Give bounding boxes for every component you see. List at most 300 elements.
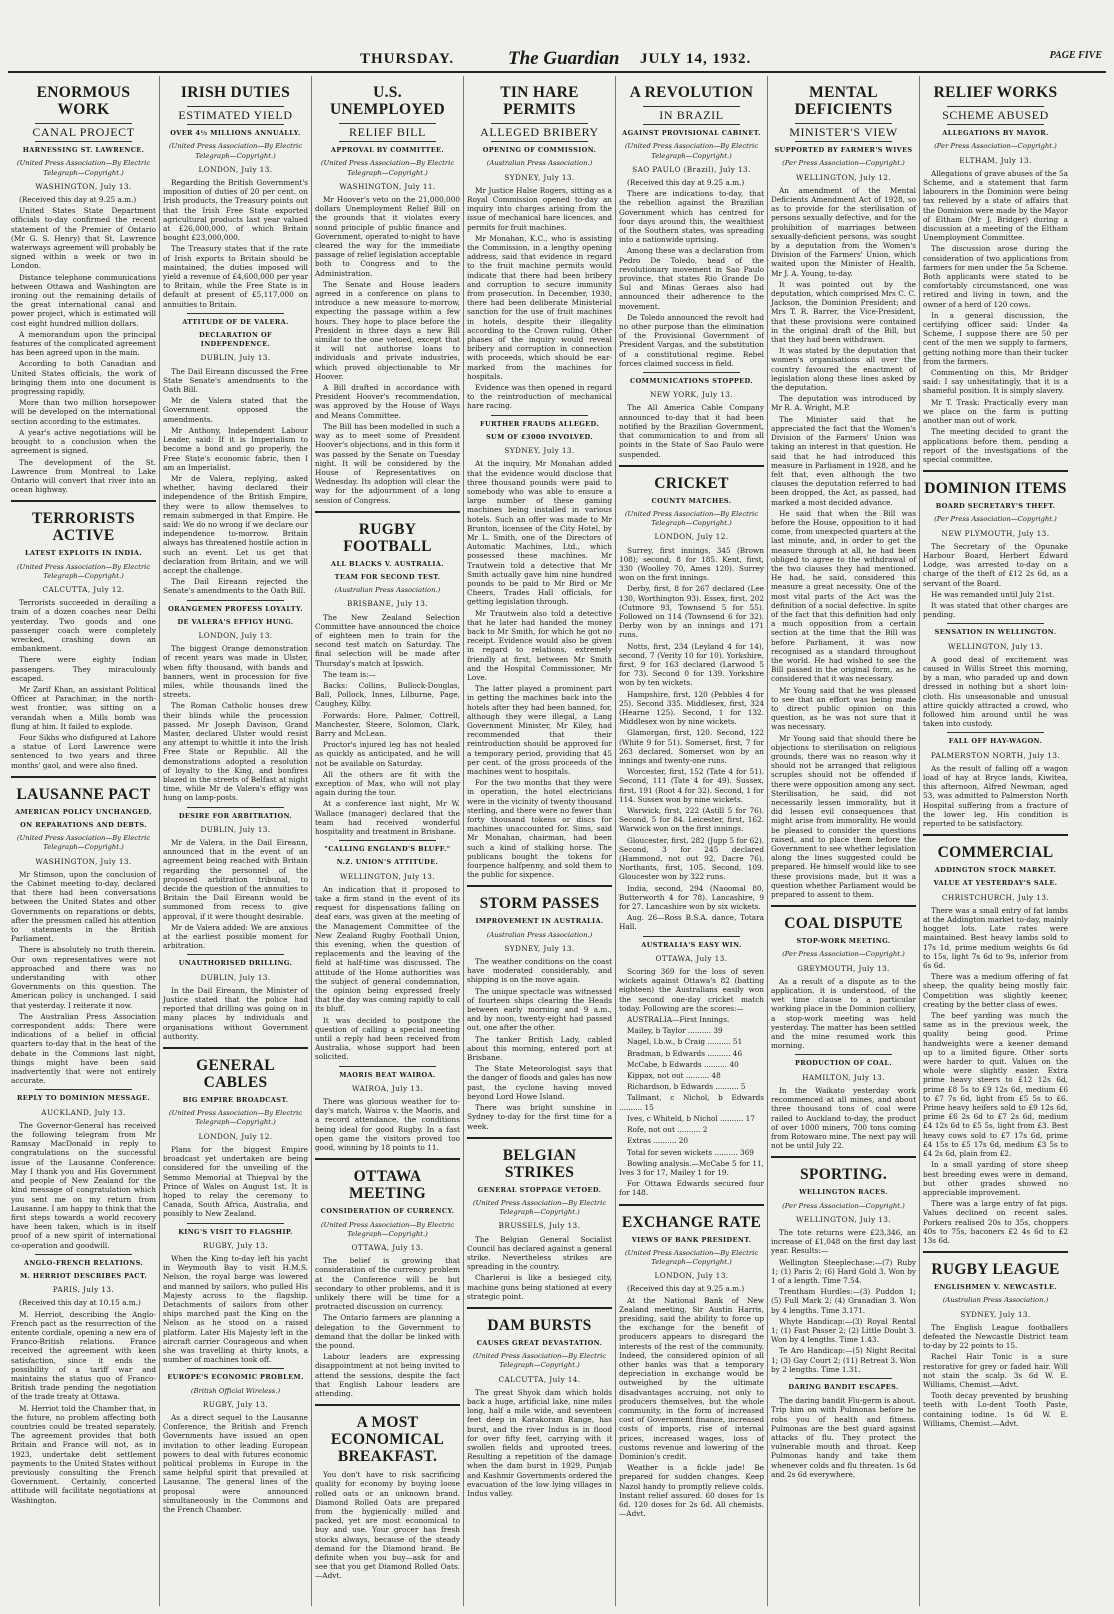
article-paragraph: Mr de Valera added: We are anxious at the earliest possible moment for arbitration.: [163, 922, 308, 951]
divider-rule: [947, 106, 1044, 107]
article-subline: M. HERRIOT DESCRIBES PACT.: [19, 1271, 148, 1280]
article-subline: PRODUCTION OF COAL.: [794, 1059, 893, 1068]
article-paragraph: The Treasury states that if the rate of Irish exports to Britain should be maintained, the duties imposed will yield a revenue of £4,600,000 per year to Britain, while the Free State is in default at present of £5,117,000 on annuities to Britain.: [163, 244, 308, 309]
article-paragraph: A year's active negotiations will be brought to a conclusion when the agreement is signed.: [11, 427, 156, 456]
article-paragraph: Mailey, b Taylor .......... 39: [627, 1026, 723, 1036]
article-subline: SUPPORTED BY FARMER'S WIVES: [774, 146, 913, 155]
article-paragraph: Mr Young said that he was pleased to see that an effort was being made to direct public opinion on this question, as he was not sure that it was necessary.: [771, 685, 916, 732]
article-dateline: GREYMOUTH, July 13.: [797, 963, 890, 973]
article-paragraph: There was a medium offering of fat sheep, the quality being mostly fair. Competition was slightly keener, creating by the better class of ewes.: [923, 972, 1068, 1009]
article-credit: (Per Press Association—Copyright.): [782, 950, 905, 959]
section-rule: [11, 776, 156, 778]
article-paragraph: United States State Department officials to-day confirmed the recent statement of the Premier of Ontario (Mr G. S. Henry) that St. Lawrence waterways agreement will probably be signed within a week or two in London.: [11, 206, 156, 271]
article-paragraph: In a small yarding of store sheep best breeding ewes were in demand, but other grades showed no appreciable improvement.: [923, 1160, 1068, 1197]
article: [771, 1054, 916, 1150]
article-paragraph: Ives, c Whiteld, b Nichol .......... 17: [627, 1113, 755, 1123]
divider-rule: [187, 807, 284, 808]
masthead-day: THURSDAY.: [360, 51, 455, 67]
article-paragraph: Mr Young said that should there be objections to sterilisation on religious grounds, there was no reason why it should not be arranged that religious scruples should not be offended if there were opposition among any sect. Sterilisation, he said, did not necessarily lessen immorality, but it did lessen evil consequences that might arise from immorality. He would be pleased to consider the questions raised, and to place them before the Government to see whether legislation along the lines suggested could be prepared. He himself would like to see these provisions made, but it was a question whether Parliament would be prepared to assent to them.: [771, 733, 916, 900]
article-paragraph: The discussion arose during the consideration of two applications from farmers for men under the 5a Scheme. Both applicants were stated to be comfortably circumstanced, one was retired and living in town, and the owner of a herd of 120 cows.: [923, 244, 1068, 309]
article-credit: (United Press Association—By Electric Telegraph—Copyright.): [320, 1220, 455, 1238]
article-subline: ATTITUDE OF DE VALERA.: [182, 317, 289, 326]
article-paragraph: Bradman, b Edwards .......... 46: [627, 1048, 743, 1058]
article-dateline: BRISBANE, July 13.: [347, 599, 428, 609]
article-subline: SENSATION IN WELLINGTON.: [934, 628, 1057, 637]
article-paragraph: Gloucester, first, 282 (Jupp 5 for 62). Second, 3 for 245 declared (Hammond, not out 92, Dacre 76). Northants, first, 105. Second, 109. Gloucester won by 322 runs.: [619, 835, 764, 882]
article: [467, 1307, 612, 1498]
article-credit: (Australian Press Association.): [486, 159, 593, 168]
article: [163, 313, 308, 596]
article-dateline: LONDON, July 12.: [654, 532, 729, 542]
article: [163, 600, 308, 803]
article-subline: EUROPE'S ECONOMIC PROBLEM.: [167, 1373, 304, 1382]
article-paragraph: More than two million horsepower will be developed on the international section according to the estimates.: [11, 398, 156, 426]
masthead-page-number: PAGE FIVE: [1049, 50, 1102, 61]
divider-rule: [947, 732, 1044, 733]
article-paragraph: All the others are fit with the exception of Max, who will not play again during the tour.: [315, 769, 460, 798]
divider-rule: [339, 1066, 436, 1067]
article-subline: ENGLISHMEN V. NEWCASTLE.: [933, 1283, 1057, 1292]
divider-rule: [187, 106, 284, 107]
article-paragraph: The New Zealand Selection Committee have announced the choice of eighteen men to train for the second test match on Saturday. The final selection will be made after Thursday's match at Ipswich.: [315, 612, 460, 668]
article-headline: TERRORISTS ACTIVE: [32, 510, 135, 545]
article-paragraph: You don't have to risk sacrificing quality for economy by buying loose rolled oats or an unknown brand. Diamond Rolled Oats are prepared from the hygienically milled and packed, yet are most economical to buy and use. Your grocer has fresh stocks always, because of the steady demand for the Diamond brand. Be definite when you buy—ask for and see that you get Diamond Rolled Oats.—Advt.: [315, 1470, 460, 1581]
article-dateline: NEW PLYMOUTH, July 13.: [941, 528, 1050, 538]
article-dateline: SYDNEY, July 13.: [504, 943, 575, 953]
article-credit: (Per Press Association—Copyright.): [782, 1201, 905, 1210]
article-paragraph: Among these was a declaration from Pedro De Toledo, head of the revolutionary movement in Sao Paulo province, that states Rio Grande Do Sul and Minas Geraes also had announced their adherence to the movement.: [619, 246, 764, 311]
article-dateline: LONDON, July 13.: [198, 164, 273, 174]
article-credit: (United Press Association—By Electric Telegraph—Copyright.): [16, 834, 151, 852]
article-paragraph: Warwick, first, 222 (Astill 5 for 76). Second, 5 for 84. Leicester, first, 162. Warwick won on the first innings.: [619, 806, 764, 834]
article: [163, 954, 308, 1041]
article-paragraph: The unique spectacle was witnessed of fourteen ships clearing the Heads between early morning and 9 a.m., and by noon, twenty-eight had passed out, one after the other.: [467, 986, 612, 1033]
article-credit: (United Press Association—By Electric Telegraph—Copyright.): [624, 509, 759, 528]
article: [923, 732, 1068, 828]
column-4: [464, 76, 616, 1606]
article-subline: ANGLO-FRENCH RELATIONS.: [23, 1258, 144, 1267]
article-dateline: WASHINGTON, July 13.: [35, 181, 132, 191]
article-paragraph: Mr de Valera stated that the Government opposed the amendments.: [163, 396, 308, 424]
divider-rule: [35, 1254, 132, 1255]
article-paragraph: The team is:—: [323, 669, 376, 679]
article-paragraph: The great Shyok dam which holds back a huge, artificial lake, nine miles long, half a mile wide, and seventeen feet deep in Karakoram Range, has burst, and the river Indus is in flood for over fifty feet, carrying with it swollen fields and uprooted trees. Resulting a repetition of the damage when the dam burst in 1929, Punjab and Kashmir Governments ordered the evacuation of the low lying villages in Indus valley.: [467, 1387, 612, 1498]
article-paragraph: The belief is growing that consideration of the currency problem at the Conference will be but secondary to other problems, and it is unlikely there will be time for a protracted discussion on currency.: [315, 1256, 460, 1312]
article-paragraph: Forwards: Hore, Palmer, Cottrell, Manchester, Steere, Solomon, Clark, Barry and McLean.: [315, 710, 460, 738]
article: [11, 1089, 156, 1249]
article-subline: ON REPARATIONS AND DEBTS.: [20, 820, 147, 829]
divider-rule: [795, 123, 892, 124]
article-dateline: SYDNEY, July 13.: [960, 1309, 1031, 1319]
article: [11, 1254, 156, 1505]
article-subline: AUSTRALIA'S EASY WIN.: [641, 940, 742, 949]
article: [771, 1156, 916, 1374]
article-credit: (United Press Association—By Electric Telegraph—Copyright.): [624, 142, 759, 160]
article: [11, 500, 156, 769]
article-dateline: WASHINGTON, July 13.: [35, 856, 132, 866]
article: [619, 1204, 764, 1519]
article-paragraph: The Bill has been modelled in such a way as to meet some of President Hoover's objections, and in this form it was passed by the Senate on Tuesday night. It will be considered by the House of Representatives on Wednesday. Its adoption will clear the way for the adjournment of a long session of Congress.: [315, 421, 460, 505]
article-paragraph: There was a small entry of fat lambs at the Addington market to-day, mainly hogget lots. Late rates were maintained. Best heavy lambs sold to 17s 1d, prime medium weights 6s 6d to 15s, light 7s 6d to 9s, inferior from 6s 6d.: [923, 905, 1068, 971]
article-paragraph: He said that when the Bill was before the House, opposition to it had come, from unexpected quarters at the last minute, and, in order to get the measure through at all, he had been obliged to agree to the withdrawal of the two clauses they had mentioned. He had, he said, considered this measure a great necessity. One of the most vital parts of the Act was the definition of a social defective. In spite of the fact that this definition had only a much opposition from a certain section at the time that the Bill was before Parliament, it was now recognised as a standard throughout the world. He had wished to see the Bill passed in the original form, as he considered that it was necessary.: [771, 508, 916, 684]
article-paragraph: The Secretary of the Opunake Harbour Board, Herbert Edward Lodge, was arrested to-day on a charge of the theft of £12 2s 6d, as a servant of the Board.: [923, 541, 1068, 588]
divider-rule: [35, 123, 132, 124]
article-paragraph: In the Dail Eireann, the Minister of Justice stated that the police had reported that drilling was going on in many places by individuals and organisations without Government authority.: [163, 985, 308, 1041]
article-subline: CONSIDERATION OF CURRENCY.: [320, 1207, 455, 1216]
article-subheading: ALLEGED BRIBERY: [480, 125, 599, 139]
article-subline: BIG EMPIRE BROADCAST.: [182, 1096, 289, 1105]
article-headline: OTTAWA MEETING: [348, 1168, 427, 1203]
article: [11, 776, 156, 1086]
article: [923, 834, 1068, 1245]
article-dateline: WAIROA, July 13.: [351, 1083, 424, 1093]
article-paragraph: Glamorgan, first, 120. Second, 122 (White 9 for 51). Somerset, first, 7 for 263 declared. Somerset won by an innings and twenty-one runs.: [619, 728, 764, 765]
article-subline: ADDINGTON STOCK MARKET.: [934, 866, 1057, 875]
article-paragraph: Worcester, first, 152 (Tate 4 for 51). Second, 111 (Tate 4 for 49). Sussex, first, 191 (Root 4 for 32). Second, 1 for 114. Sussex won by nine wickets.: [619, 767, 764, 804]
article: [923, 470, 1068, 619]
article-dateline: SAO PAULO (Brazil), July 13.: [632, 164, 751, 174]
article-subline: HARNESSING ST. LAWRENCE.: [22, 146, 145, 155]
article-paragraph: The All America Cable Company announced to-day that it had been notified by the Brazilian Government, that communication to and from all points in the State of Sao Paulo were suspended.: [619, 403, 764, 459]
section-rule: [163, 1047, 308, 1049]
article-paragraph: The latter played a prominent part in getting the machines back into the hotels after they had been banned, for, although they were illegal, a Lang Government Minister, Mr Kiley, had recommended that their reintroduction should be approved for a temporary period, providing that 45 per cent. of the gross proceeds of the machines went to hospitals.: [467, 684, 612, 776]
article: [467, 84, 612, 411]
article-paragraph: It was decided to postpone the question of calling a special meeting until a reply had been received from Australia, whose support had been solicited.: [315, 1015, 460, 1062]
article-paragraph: In the Waikato yesterday work recommenced at all mines, and about three thousand tons of coal were railed to Auckland to-day, the product of over 1000 miners, 700 tons coming from Rotowaro mine. The next pay will not be until July 22.: [771, 1085, 916, 1151]
article: [163, 1368, 308, 1514]
article-paragraph: Bowling analysis.—McCabe 5 for 11, Ives 3 for 17, Mailey 1 for 19.: [619, 1158, 764, 1177]
article-paragraph: Mr de Valera, replying, asked whether, having declared their independence of the British Empire, they were to allow themselves to remain submerged in that Empire. He said: We do no wrong if we declare our independence to-morrow. Britain always has threatened hostile action in such an event. Let us get that declaration from Britain, and we will accept the challenge.: [163, 473, 308, 575]
article-subheading: MINISTER'S VIEW: [789, 125, 898, 139]
divider-rule: [187, 124, 284, 125]
article: [467, 885, 612, 1130]
article-dateline: NEW YORK, July 13.: [649, 390, 734, 400]
article-subheading: RELIEF BILL: [349, 125, 426, 139]
article-dateline: DUBLIN, July 13.: [200, 824, 271, 834]
article-subline: UNAUTHORISED DRILLING.: [178, 959, 293, 968]
divider-rule: [339, 840, 436, 841]
article-subheading: SCHEME ABUSED: [942, 108, 1049, 122]
article-paragraph: Hampshire, first, 120 (Pebbles 4 for 25). Second 335. Middlesex, first, 324 (Hearne 125). Second, 1 for 132. Middlesex won by nine wickets.: [619, 689, 764, 727]
article-subline: AGAINST PROVISIONAL CABINET.: [622, 129, 761, 138]
article-paragraph: Whyte Handicap:—(3) Royal Rental 1; (1) Fast Passer 2; (2) Little Doubt 3. Won by 4 lengths. Time 1.43.: [771, 1316, 916, 1345]
article-paragraph: Mr de Valera, in the Dail Eireann, announced that in the event of an agreement being reached with Britain regarding the personnel of the proposed arbitration tribunal, to decide the question of the annuities to Britain the Dail Eireann would be summoned from recess to give approval, if it were thought desirable.: [163, 838, 308, 921]
article-paragraph: There were eighty Indian passengers. They miraculously escaped.: [11, 655, 156, 683]
article-credit: (Australian Press Association.): [334, 586, 441, 595]
article-paragraph: De Toledo announced the revolt had no other purpose than the elimination of the Provisional Government of President Vargas, and the substitution of a constitutional regime. Rebel forces claimed success in field.: [619, 312, 764, 368]
article-paragraph: The daring bandit Flu-germ is about. Trip him on with Pulmonas before he robs you of health and fitness. Pulmonas are the best guard against attacks of flu. They protect the vulnerable mouth and throat. Keep Pulmonas handy and take them whenever colds and flu threaten. 1s 6d and 2s 6d everywhere.: [771, 1396, 916, 1479]
article-dateline: WELLINGTON, July 13.: [339, 871, 436, 881]
article-credit: (British Official Wireless.): [190, 1386, 281, 1395]
article-paragraph: Mr Anthony, Independent Labour Leader, said: If it is Imperialism to become a bond and go properly, the Free State's economic fabric, then I am an Imperialist.: [163, 425, 308, 472]
article-subline: GENERAL STOPPAGE VETOED.: [477, 1185, 602, 1194]
article-headline: TIN HARE PERMITS: [500, 84, 579, 118]
article-paragraph: The Minister said that he appreciated the fact that the Women's Division of the Farmers' Union was taking an interest in that question. He said that he had introduced this measure in Parliament in 1928, and he felt that, even although the two clauses the deputation referred to had been dropped, the Act, as passed, had marked a most decided advance.: [771, 414, 916, 507]
article-paragraph: Mr Zarif Khan, an assistant Political Officer at Parachinar, in the north-west frontier, was sitting on a verandah when a Mills bomb was flung at him. It failed to explode.: [11, 684, 156, 731]
article-dateline: WELLINGTON, July 12.: [795, 172, 892, 182]
article-dateline: WELLINGTON, July 13.: [795, 1214, 892, 1224]
article-paragraph: Nagel, l.b.w., b Craig .......... 51: [627, 1037, 743, 1047]
article-credit: (United Press Association—By Electric Telegraph—Copyright.): [624, 1248, 759, 1266]
article-paragraph: (Received this day at 9.25 a.m.): [627, 178, 745, 188]
article-paragraph: Tooth decay prevented by brushing teeth with Lo-dent Tooth Paste, containing iodine. 1s 6d W. E. Williams, Chemist.—Advt.: [923, 1391, 1068, 1428]
divider-rule: [339, 123, 436, 124]
article-subline: OVER 4½ MILLIONS ANNUALLY.: [170, 129, 301, 138]
article-paragraph: The tanker British Lady, cabled about this morning, entered port at Brisbane.: [467, 1034, 612, 1063]
article-paragraph: Richardson, b Edwards .......... 5: [627, 1082, 746, 1092]
article-dateline: AUCKLAND, July 13.: [41, 1107, 126, 1117]
article: [163, 84, 308, 309]
article-paragraph: Mr Trautwein also told a detective that he later had handed the money back to Mr Smith, for which he got no receipt. Evidence would also be given in regard to relations, extremely friendly at first, between Mr Smith and the Hospital Commissioner, Mr Love.: [467, 608, 612, 682]
masthead-paper-name: The Guardian: [508, 48, 620, 69]
divider-rule: [35, 1089, 132, 1090]
article-subline: VALUE AT YESTERDAY'S SALE.: [933, 879, 1058, 888]
divider-rule: [491, 415, 588, 416]
divider-rule: [187, 1223, 284, 1224]
article-paragraph: Charleroi is like a besieged city, machine guns being stationed at every strategic point.: [467, 1273, 612, 1301]
article-dateline: LONDON, July 13.: [654, 1271, 729, 1281]
article-subline: COMMUNICATIONS STOPPED.: [630, 377, 753, 386]
article-credit: (United Press Association—By Electric Telegraph—Copyright.): [168, 142, 303, 160]
column-5: [616, 76, 768, 1606]
article-credit: (Per Press Association—Copyright.): [934, 142, 1057, 151]
article-paragraph: Aug. 26—Ross B.S.A. dance, Totara Hall.: [619, 913, 764, 932]
article-paragraph: The Belgian General Socialist Council has declared against a general strike. Nevertheless strikes are spreading in the country.: [467, 1234, 612, 1272]
article-paragraph: At a conference last night, Mr W. Wallace (manager) declared that the team had received wonderful hospitality and treatment in Brisbane.: [315, 799, 460, 836]
article-dateline: CALCUTTA, July 14.: [498, 1374, 581, 1384]
divider-rule: [35, 141, 132, 142]
article-subline: N.Z. UNION'S ATTITUDE.: [336, 858, 439, 867]
article-paragraph: Proctor's injured leg has not healed as quickly as anticipated, and he will not be available on Saturday.: [315, 740, 460, 768]
divider-rule: [187, 1368, 284, 1369]
columns-container: [8, 76, 1106, 1606]
section-rule: [771, 905, 916, 907]
article-credit: (United Press Association—By Electric Telegraph—Copyright.): [320, 159, 455, 177]
article-subline: MAORIS BEAT WAIROA.: [339, 1070, 436, 1079]
article-dateline: WASHINGTON, July 11.: [339, 181, 436, 191]
article: [315, 1066, 460, 1153]
article-dateline: CHRISTCHURCH, July 13.: [941, 892, 1050, 902]
article-paragraph: The Governor-General has received the following telegram from Mr Ramsay MacDonald in reply to congratulations on the successful issue of the Lausanne Conference: May I thank you and His Government and people of New Zealand for the kind message of congratulation which you sent me on my return from Lausanne. I am happy to think that the first steps towards a world recovery have been taken, which is in itself proof of a new spirit of international co-operation and goodwill.: [11, 1120, 156, 1250]
article-headline: STORM PASSES: [479, 895, 600, 913]
article-headline: RUGBY LEAGUE: [931, 1261, 1060, 1279]
article-paragraph: The beef yarding was much the same as in the previous week, the quality being good. Prime handweights were a keener demand up to a limited figure. Other sorts were harder to quit. Values on the whole were slightly easier. Extra prime heavy steers to £12 12s 6d, prime £8 5s to £9 12s 6d, medium £6 to £7 7s 6d, light from £5 5s to £6. Prime heavy heifers sold to £9 12s 6d, prime £6 2s 6d to £7 2s 6d, medium £4 12s 6d to £5 5s, light from £3. Best heavy cows sold to £7 17s 6d, prime £4 15s to £5 17s 6d, medium £3 5s to £4 2s 6d, plain from £2.: [923, 1011, 1068, 1159]
article-paragraph: (Received this day at 9.25 a.m.): [627, 1284, 745, 1294]
article-paragraph: Plans for the biggest Empire broadcast yet undertaken are being considered for the unveiling of the Semmo Memorial at Thiepval by the Prince of Wales on August 1st. It is hoped to relay the ceremony to Canada, South Africa, Australia, and possibly to New Zealand.: [163, 1144, 308, 1219]
article-credit: (United Press Association—By Electric Telegraph—Copyright.): [472, 1352, 607, 1370]
article-dateline: RUGBY, July 13.: [202, 1240, 269, 1250]
divider-rule: [643, 106, 740, 107]
article-paragraph: Allegations of grave abuses of the 5a Scheme, and a statement that farm labourers in the Dominion were being tax relieved by a state of affairs that the Dominion were made by the Mayor of Eltham (Mr J. Bridger) during a discussion at a meeting of the Eltham Unemployment Committee.: [923, 168, 1068, 243]
column-6: [768, 76, 920, 1606]
article-dateline: LONDON, July 12.: [198, 1131, 273, 1141]
article-subline: STOP-WORK MEETING.: [796, 937, 891, 946]
section-rule: [11, 500, 156, 502]
article-paragraph: In a general discussion, the certifying officer said: Under 4a Scheme, I suppose there are 50 per cent of the men we supply to farmers, getting nothing more than their tucker from the farmers.: [923, 310, 1068, 366]
article-paragraph: Terrorists succeeded in derailing a train of a dozen coaches near Delhi yesterday. Two goods and one passenger coach were completely wrecked, crashing down an embankment.: [11, 598, 156, 654]
article-paragraph: M. Herriot told the Chamber that, in the future, no problem affecting both countries could be treated separately. The agreement provides that both Britain and France will not, as in 1923, undertake debt settlement payments to the United States without previously consulting the French Government. Certainly, concerted attitude will facilitate negotiations at Washington.: [11, 1403, 156, 1505]
article-subline: TEAM FOR SECOND TEST.: [334, 572, 441, 581]
article-paragraph: It was stated that other charges are pending.: [923, 600, 1068, 620]
article-paragraph: A good deal of excitement was caused in Willis Street this morning, by a man, who paraded up and down dressed in nothing but a short loin-cloth. His unseasonable and unusual attire quickly attracted a crowd, who followed him around until he was taken into custody.: [923, 654, 1068, 729]
article-paragraph: Commenting on this, Mr Bridger said: I say unhesitatingly, that it is a shameful position. It is simply slavery.: [923, 368, 1068, 396]
article-credit: (Australian Press Association.): [486, 930, 593, 939]
divider-rule: [491, 141, 588, 142]
article-headline: IRISH DUTIES: [180, 84, 291, 101]
article-paragraph: Rofe, not out .......... 2: [627, 1125, 708, 1135]
article-subline: WELLINGTON RACES.: [799, 1188, 888, 1197]
article-paragraph: Mr Justice Halse Rogers, sitting as a Royal Commission opened to-day an inquiry into charges arising from the issue of mechanical hare licences, and permits for fruit machines.: [467, 185, 612, 232]
section-rule: [923, 834, 1068, 836]
article-headline: DAM BURSTS: [487, 1316, 592, 1334]
article: [467, 415, 612, 880]
article-paragraph: There was bright sunshine in Sydney to-day for the first time for a week.: [467, 1103, 612, 1131]
article-headline: LAUSANNE PACT: [16, 785, 151, 803]
article-paragraph: The Australian Press Association correspondent adds: There were indications of a belief in official quarters to-day that in the heat of the debate in the Commons last night, things might have been said inadvertently that were not entirely accurate.: [11, 1011, 156, 1086]
section-rule: [923, 1251, 1068, 1253]
column-3: [312, 76, 464, 1606]
article-paragraph: For the two months that they were in operation, the hotel electricians were in the vicinity of twenty thousand sterling, and there were no fewer than forty thousand tokens or discs for machines unaccounted for. Sims, said Mr Monahan, chairman, had been such a kind of stalking horse. The publicans bought the tokens for fourpence halfpenny, and sold them to the public for sixpence.: [467, 778, 612, 880]
article-subline: SUM OF £3000 INVOLVED.: [485, 432, 594, 441]
article-paragraph: According to both Canadian and United States officials, the work of bringing them into one document is progressing rapidly.: [11, 359, 156, 397]
article-paragraph: There was glorious weather for to-day's match, Wairoa v. the Maoris, and a record attendance, the conditions being ideal for good Rugby. In a fast open game the visitors proved too good, winning by 18 points to 11.: [315, 1097, 460, 1153]
article-paragraph: Tallmant, c Nichol, b Edwards .......... 15: [619, 1093, 764, 1112]
section-rule: [315, 511, 460, 513]
article-paragraph: The biggest Orange demonstration of recent years was made in Ulster, when fifty thousand, with bands and banners, went in procession for five miles, while thousands lined the streets.: [163, 644, 308, 700]
article-paragraph: Surrey, first innings, 345 (Brown 108); second, 8 for 185. Kent, first, 330 (Woolley 70, Ames 120). Surrey won on the first innings.: [619, 545, 764, 583]
article-paragraph: Derby, first, 8 for 267 declared (Lee 130, Worthington 93). Essex, first, 202 (Cutmore 93, Townsend 5 for 55). Followed on 114 (Townsend 6 for 32). Derby won by an innings and 171 runs.: [619, 584, 764, 640]
article-dateline: WELLINGTON, July 13.: [947, 641, 1044, 651]
article-paragraph: The State Meteorologist says that the danger of floods and gales has now past, the cyclone having moved beyond Lord Howe Island.: [467, 1064, 612, 1101]
divider-rule: [795, 141, 892, 142]
article-credit: (United Press Association—By Electric Telegraph—Copyright.): [16, 159, 151, 177]
article-paragraph: The Senate and House leaders agreed in a conference on plans to introduce a new measure to-morrow, expecting the passage within a few hours. They hope to place before the President in three days a new Bill similar to the one vetoed, except that it will not authorise loans to individuals and private industries, which proved objectionable to Mr Hoover.: [315, 279, 460, 381]
article-paragraph: The meeting decided to grant the applications before them, pending a report of the investigations of the special committee.: [923, 427, 1068, 464]
article-subline: APPROVAL BY COMMITTEE.: [330, 146, 445, 155]
article-paragraph: Wellington Steeplechase:—(7) Ruby 1; (1) Paris 2; (6) Hard Gold 3. Won by 1 of a length. Time 7.54.: [771, 1257, 916, 1285]
article-dateline: SYDNEY, July 13.: [504, 172, 575, 182]
article-paragraph: Regarding the British Government's imposition of duties of 20 per cent. on Irish products, the Treasury points out that the Irish Free State exported agricultural products last year valued at £26,000,000, of which Britain bought £23,000,000.: [163, 178, 308, 243]
article-paragraph: It was stated by the deputation that women's organisations all over the country favoured the enactment of legislation along these lines asked by the deputation.: [771, 346, 916, 393]
article: [923, 623, 1068, 728]
article-paragraph: Total for seven wickets .......... 369: [627, 1147, 754, 1157]
article-paragraph: McCabe, b Edwards .......... 40: [627, 1059, 739, 1069]
article-paragraph: (Received this day at 9.25 a.m.): [19, 195, 137, 205]
article: [619, 465, 764, 932]
article: [619, 936, 764, 1198]
article-dateline: OTTAWA, July 13.: [351, 1242, 424, 1252]
article-dateline: BRUSSELS, July 13.: [498, 1221, 581, 1231]
article-paragraph: The development of the St. Lawrence from Montreal to Lake Ontario will convert that river into an ocean highway.: [11, 457, 156, 495]
article-paragraph: When the King to-day left his yacht in Weymouth Bay to visit H.M.S. Nelson, the royal barge was lowered and manned by sailors, who pulled His Majesty across to the flagship. Detachments of sailors from other ships marched past the King on the Nelson as he stood on a raised platform. Later His Majesty left in the aircraft carrier Courageous and when she was travelling at thirty knots, a number of machines took off.: [163, 1253, 308, 1365]
article-dateline: ELTHAM, July 13.: [959, 155, 1032, 165]
article-dateline: DUBLIN, July 13.: [200, 353, 271, 363]
article-paragraph: Weather is a fickle jade! Be prepared for sudden changes. Keep Nazol handy to promptly relieve colds. Instant relief assured. 60 doses for 1s 6d. 120 doses for 2s 6d. All chemists.—Advt.: [619, 1463, 764, 1519]
article-paragraph: The deputation was introduced by Mr R. A. Wright, M.P.: [771, 394, 916, 413]
article-paragraph: Extras .......... 20: [627, 1136, 689, 1146]
article-paragraph: Notts, first, 234 (Leyland 4 for 14), second, 7 (Verity 10 for 10). Yorkshire, first, 9 for 163 declared (Larwood 5 for 73). Second 0 for 139. Yorkshire won by ten wickets.: [619, 641, 764, 688]
divider-rule: [187, 954, 284, 955]
divider-rule: [795, 1378, 892, 1379]
article-subline: ORANGEMEN PROFESS LOYALTY.: [168, 604, 303, 613]
article-subline: DE VALERA'S EFFIGY HUNG.: [177, 617, 294, 626]
article: [619, 372, 764, 459]
article-headline: A REVOLUTION: [629, 84, 754, 101]
article: [163, 807, 308, 951]
section-rule: [467, 1307, 612, 1309]
article-subline: KING'S VISIT TO FLAGSHIP.: [178, 1227, 293, 1236]
divider-rule: [339, 141, 436, 142]
article-subline: "CALLING ENGLAND'S BLUFF.": [324, 845, 451, 854]
article-dateline: HAMILTON, July 13.: [802, 1072, 885, 1082]
column-1: [8, 76, 160, 1606]
article: [163, 1223, 308, 1365]
article-credit: (Per Press Association—Copyright.): [934, 515, 1057, 524]
article-paragraph: An amendment of the Mental Deficients Amendment Act of 1928, so as to provide for the sterilisation of persons sexually defective, and for the prohibition of marriages between sexually-deficient persons, was sought by a deputation from the Women's Division of the Farmers' Union, which waited upon the Minister of Health, Mr J. A. Young, to-day.: [771, 185, 916, 278]
article-headline: COMMERCIAL: [937, 844, 1054, 862]
article-credit: (United Press Association—By Electric Telegraph—Copyright.): [472, 1198, 607, 1217]
article: [11, 84, 156, 494]
article-headline: BELGIAN STRIKES: [502, 1146, 577, 1181]
article-dateline: PALMERSTON NORTH, July 13.: [930, 750, 1061, 760]
article-credit: (Per Press Association—Copyright.): [782, 159, 905, 168]
article-paragraph: A memorandum upon the principal features of the complicated agreement has been agreed upon in the main.: [11, 329, 156, 358]
masthead: [0, 0, 1114, 69]
article-headline: RUGBY FOOTBALL: [343, 520, 432, 555]
article-dateline: SYDNEY, July 13.: [504, 446, 575, 456]
article-paragraph: Evidence was then opened in regard to the reintroduction of mechanical hare racing.: [467, 383, 612, 411]
article-paragraph: An indication that it proposed to take a firm stand in the event of its request for dispensations falling on deaf ears, was given at the meeting of the Management Committee of the New Zealand Rugby Football Union, this evening, when the question of replacements and the leaving of the field at half-time was discussed. The attitude of the Home authorities was the subject of general condemnation, the opinion being expressed freely that the day was coming rapidly to call its bluff.: [315, 884, 460, 1014]
article-subline: DESIRE FOR ARBITRATION.: [178, 811, 293, 820]
article-paragraph: Kippax, not out .......... 48: [627, 1071, 721, 1081]
article-paragraph: Scoring 369 for the loss of seven wickets against Ottawa's 82 (batting eighteen) the Australians easily won the second one-day cricket match today. Following are the scores:—: [619, 967, 764, 1013]
article-subline: OPENING OF COMMISSION.: [482, 146, 597, 155]
divider-rule: [187, 313, 284, 314]
divider-rule: [795, 1054, 892, 1055]
article-paragraph: Distance telephone communications between Ottawa and Washington are ironing out the remaining details of the great international canal and power project, which is estimated will cost eight hundred million dollars.: [11, 272, 156, 328]
divider-rule: [643, 936, 740, 937]
masthead-date: JULY 14, 1932.: [640, 51, 752, 67]
article-subline: IMPROVEMENT IN AUSTRALIA.: [475, 917, 604, 926]
article-headline: U.S. UNEMPLOYED: [330, 84, 445, 118]
article-subline: REPLY TO DOMINION MESSAGE.: [16, 1094, 151, 1103]
article-subline: DECLARATION OF INDEPENDENCE.: [198, 331, 273, 349]
article-subline: DARING BANDIT ESCAPES.: [788, 1382, 899, 1391]
article-subline: CAUSES GREAT DEVASTATION.: [476, 1338, 603, 1347]
article-subline: COUNTY MATCHES.: [651, 496, 732, 505]
article-paragraph: Mr Monahan, K.C., who is assisting the Commission, in a lengthy opening address, said that evidence in regard to the fruit machine permits would indicate that there had been bribery and corruption to secure immunity from prosecution. In December, 1930, there had been deliberate Ministerial sanction for the use of fruit machines in hotels, despite their illegality according to the Crown ruling. Other phases of the inquiry would reveal bribery and corruption in connection with proceeds, which should be ear-marked from the machines for hospitals.: [467, 233, 612, 381]
article-paragraph: As a direct sequel to the Lausanne Conference, the British and French Governments have issued an open invitation to other leading European powers to deal with futures economic political problems in Europe in the same helpful spirit that prevailed at Lausanne. The general lines of the proposal were announced simultaneously in the Commons and the French Chamber.: [163, 1412, 308, 1514]
article-subline: ALL BLACKS V. AUSTRALIA.: [331, 559, 444, 568]
article: [771, 905, 916, 1050]
article-dateline: PARIS, July 13.: [52, 1285, 115, 1295]
article: [923, 1251, 1068, 1428]
article-dateline: CALCUTTA, July 12.: [42, 584, 125, 594]
section-rule: [619, 465, 764, 467]
article-credit: (Australian Press Association.): [942, 1296, 1049, 1305]
section-rule: [315, 1158, 460, 1160]
article-paragraph: It was pointed out by the deputation, which comprised Mrs C. C. Jackson, the Dominion President; and Mrs T. R. Barrer, the Vice-President, that these provisions were contained in the original draft of the Bill, but that they had been withdrawn.: [771, 279, 916, 345]
article-paragraph: The weather conditions on the coast have moderated considerably, and shipping is on the move again.: [467, 957, 612, 985]
article-dateline: LONDON, July 13.: [198, 630, 273, 640]
article-headline: SPORTING.: [800, 1166, 887, 1184]
divider-rule: [643, 372, 740, 373]
article-credit: (United Press Association—By Electric Telegraph—Copyright.): [16, 562, 151, 580]
article-paragraph: There was a large entry of fat pigs. Values declined on recent sales. Porkers realised 20s to 35s, choppers 40s to 75s, baconers £2 4s 6d to £2 13s 6d.: [923, 1199, 1068, 1245]
article-headline: CRICKET: [654, 474, 729, 492]
divider-rule: [643, 124, 740, 125]
article-subline: FALL OFF HAY-WAGON.: [948, 737, 1043, 746]
